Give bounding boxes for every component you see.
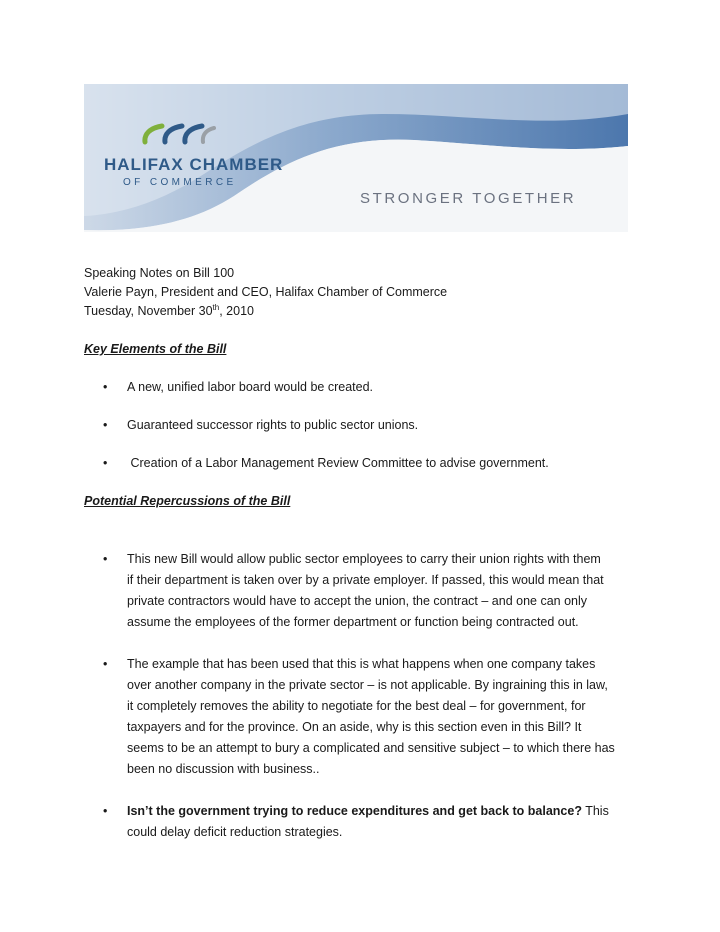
paragraph-line: private contractors would have to accept the union, the contract – and one can only	[127, 594, 588, 608]
paragraph-line: taxpayers and for the province. On an aside, why is this section even in this Bill? It	[127, 720, 582, 734]
bullet-glyph: •	[103, 456, 108, 470]
list-item	[84, 416, 644, 435]
list-item-text: Creation of a Labor Management Review Committee to advise government.	[127, 456, 549, 470]
org-name-line2: OF COMMERCE	[123, 177, 237, 188]
doc-title: Speaking Notes on Bill 100	[84, 266, 235, 280]
doc-speaker: Valerie Payn, President and CEO, Halifax Chamber of Commerce	[84, 285, 448, 299]
bullet-glyph: •	[103, 804, 108, 818]
list-item	[84, 654, 644, 780]
paragraph-line: it completely removes the ability to negotiate for the best deal – for government, for	[127, 699, 586, 713]
bullet-glyph: •	[103, 380, 108, 394]
org-name-line1: HALIFAX CHAMBER	[104, 155, 284, 174]
doc-date	[84, 302, 644, 321]
paragraph-line: been no discussion with business..	[127, 762, 320, 776]
document-body	[84, 264, 644, 843]
bold-question: Isn’t the government trying to reduce expenditures and get back to balance?	[127, 804, 582, 818]
list-item	[84, 378, 644, 397]
paragraph-line: if their department is taken over by a private employer. If passed, this would mean that	[127, 573, 604, 587]
paragraph-line: could delay deficit reduction strategies.	[127, 825, 343, 839]
bullet-glyph: •	[103, 552, 108, 566]
list-item-text: A new, unified labor board would be created.	[127, 380, 374, 394]
bullet-glyph: •	[103, 418, 108, 432]
list-item	[84, 454, 644, 473]
paragraph-line: over another company in the private sector – is not applicable. By ingraining this in law,	[127, 678, 608, 692]
paragraph-line: seems to be an attempt to bury a complicated and sensitive subject – to which there has	[127, 741, 615, 755]
banner-tagline: STRONGER TOGETHER	[360, 190, 577, 207]
date-superscript: th	[212, 302, 220, 312]
paragraph-line: assume the employees of the former department or function being contracted out.	[127, 615, 579, 629]
question-tail: This	[581, 804, 609, 818]
date-suffix: , 2010	[219, 304, 254, 318]
repercussions-list	[84, 549, 644, 843]
paragraph-line: This new Bill would allow public sector employees to carry their union rights with them	[127, 552, 601, 566]
chamber-banner	[84, 84, 628, 232]
key-elements-list	[84, 378, 644, 473]
date-prefix: Tuesday, November 30	[84, 304, 213, 318]
chamber-logo-icon	[142, 122, 216, 150]
paragraph-line	[127, 801, 644, 822]
section-heading-repercussions: Potential Repercussions of the Bill	[84, 494, 291, 508]
list-item	[84, 549, 644, 633]
list-item	[84, 801, 644, 843]
bullet-glyph: •	[103, 657, 108, 671]
section-heading-key-elements: Key Elements of the Bill	[84, 342, 227, 356]
paragraph-line: The example that has been used that this is what happens when one company takes	[127, 657, 596, 671]
list-item-text: Guaranteed successor rights to public sector unions.	[127, 418, 419, 432]
